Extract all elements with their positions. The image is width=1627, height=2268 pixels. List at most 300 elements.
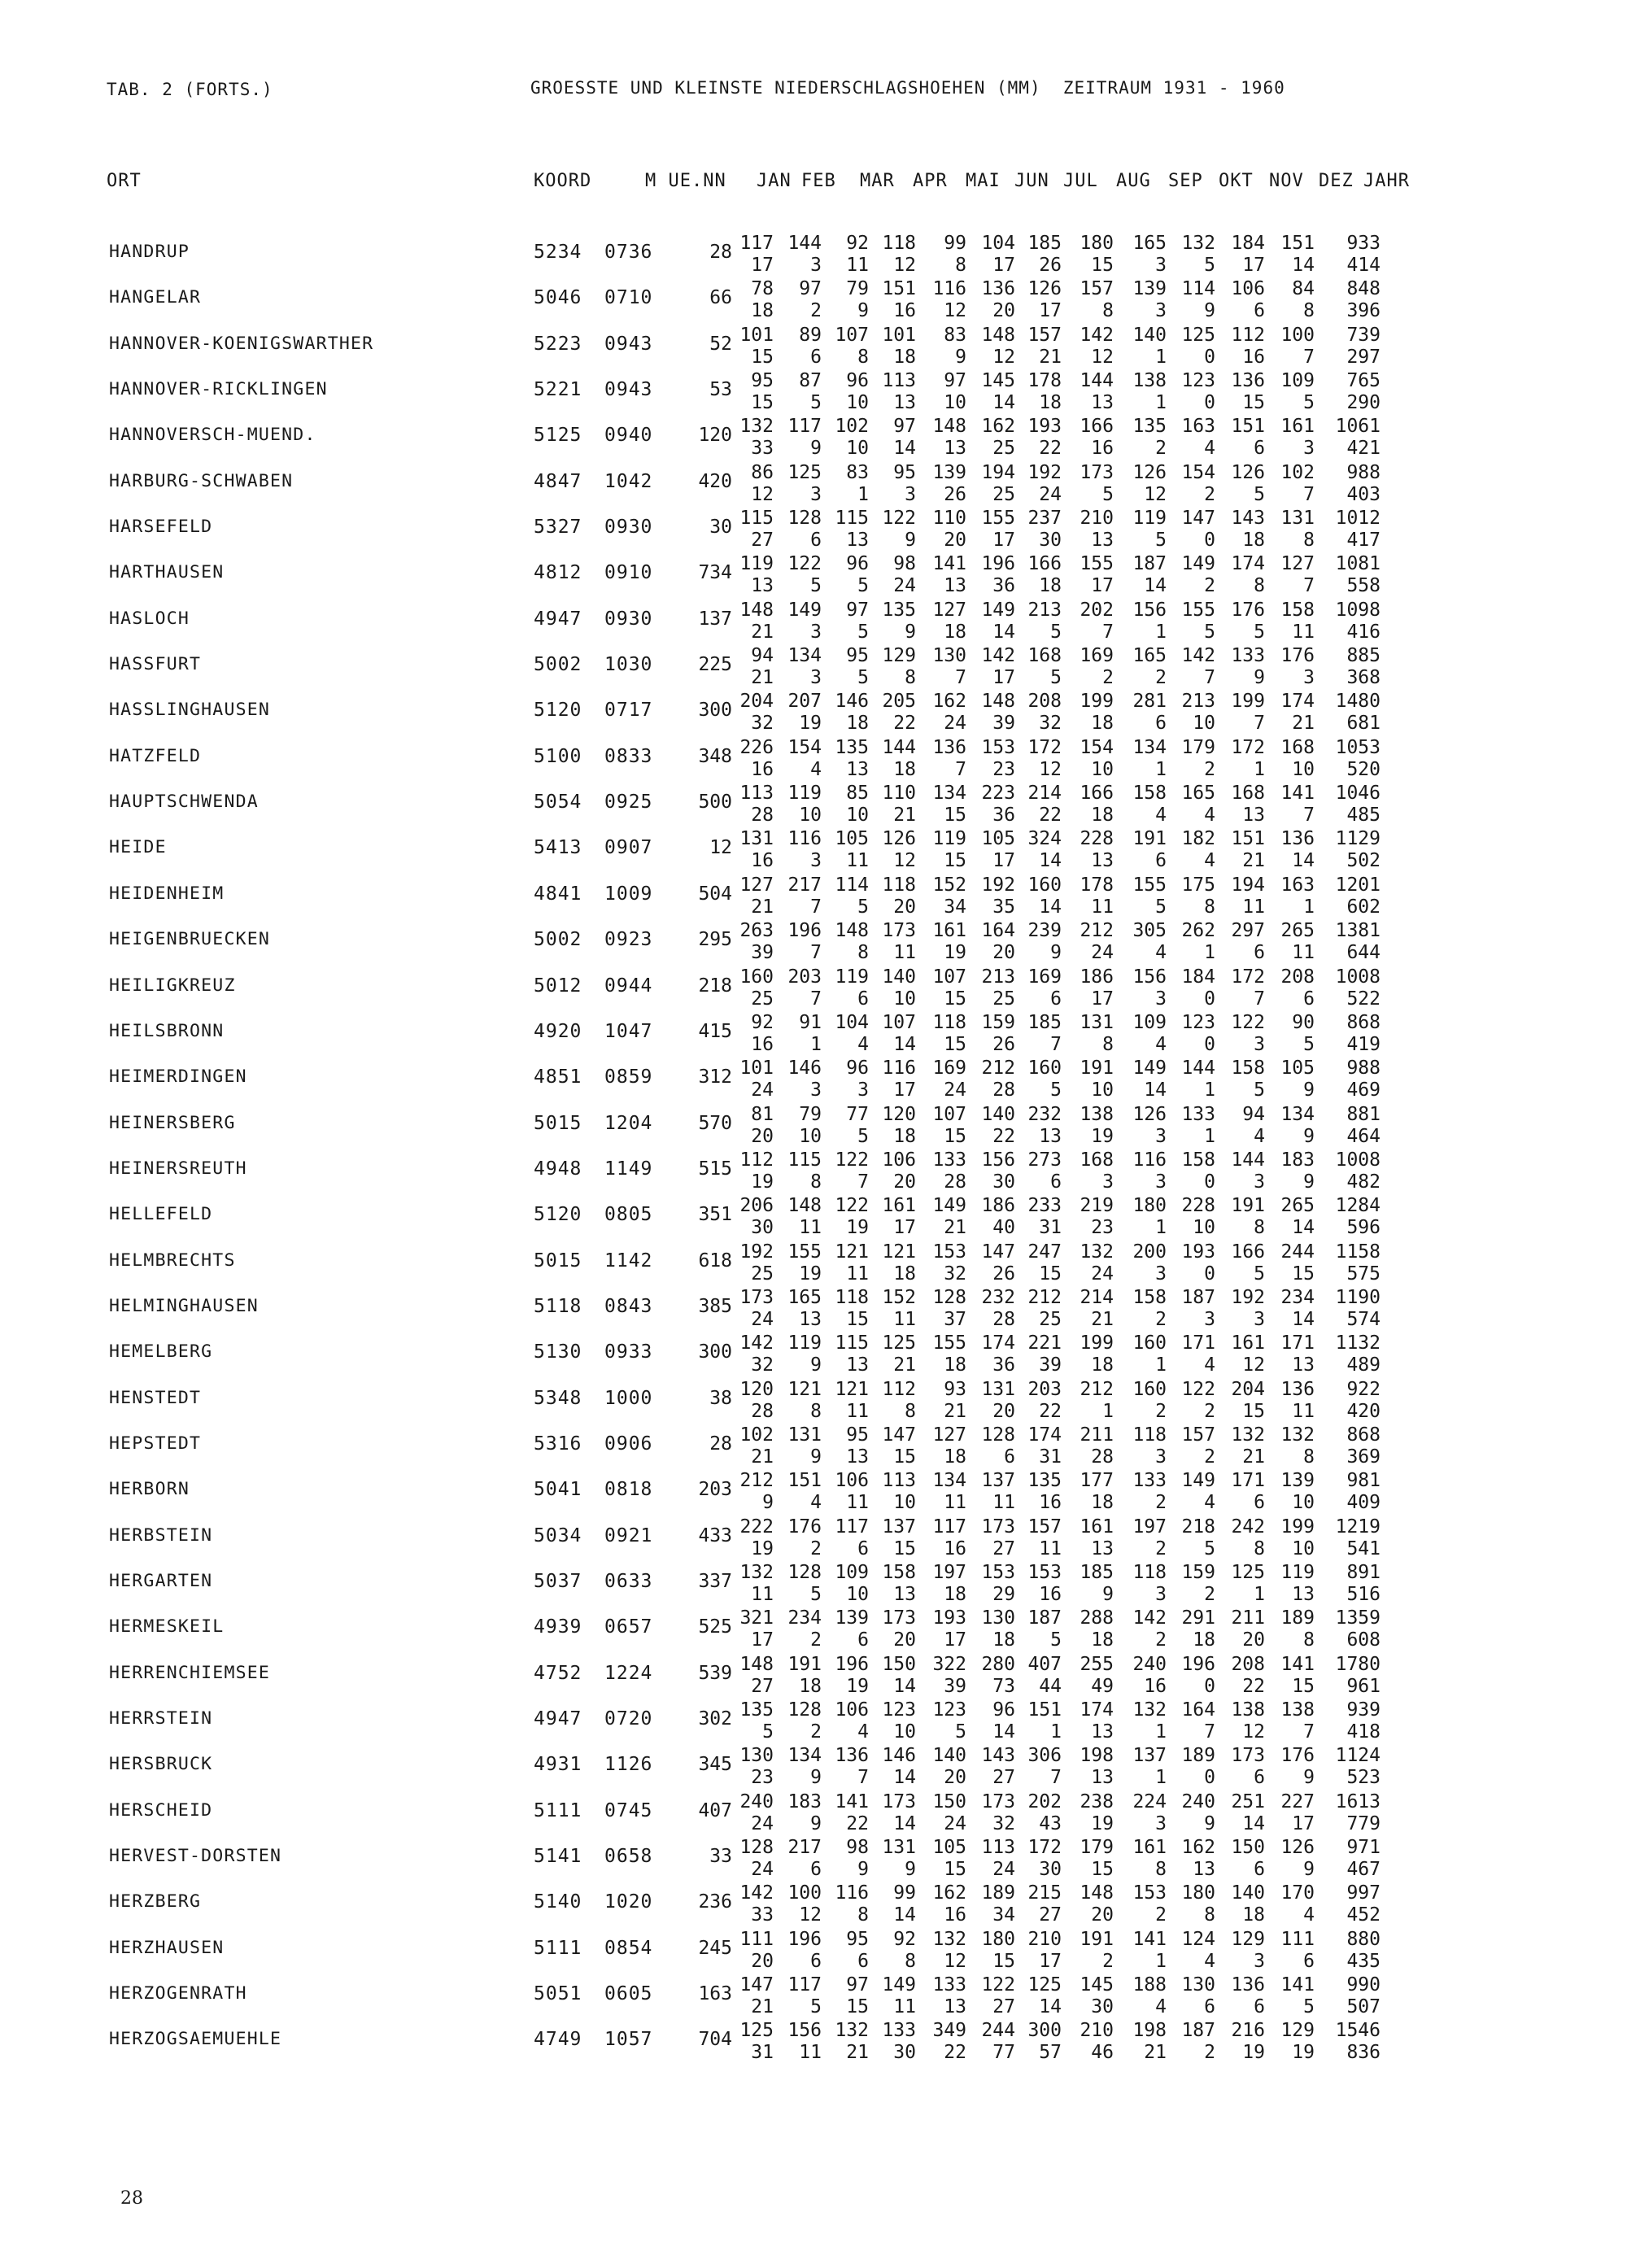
max-value-cell: 162 — [1181, 1837, 1215, 1859]
min-value-cell: 0 — [1204, 1263, 1215, 1284]
max-value-cell: 119 — [787, 783, 822, 805]
table-row — [0, 1791, 1627, 1837]
min-value-cell: 2 — [1155, 1537, 1167, 1559]
column-header-month: JUL — [1063, 171, 1098, 191]
max-value-cell: 90 — [1292, 1011, 1315, 1033]
min-value-cell: 22 — [1039, 1400, 1062, 1422]
max-value-cell: 118 — [882, 233, 916, 254]
min-value-cell: 21 — [846, 2042, 869, 2064]
min-value-cell: 18 — [1039, 392, 1062, 414]
column-header-month: MAR — [860, 171, 895, 191]
max-value-cell: 97 — [799, 278, 822, 300]
max-value-cell: 1780 — [1335, 1653, 1381, 1675]
table-row — [0, 1241, 1627, 1287]
max-value-cell: 122 — [835, 1195, 869, 1217]
max-values-line — [0, 1058, 1627, 1079]
max-value-cell: 112 — [739, 1149, 774, 1171]
station-longitude: 0933 — [604, 1341, 653, 1363]
max-value-cell: 126 — [882, 828, 916, 850]
min-value-cell: 2 — [1155, 1629, 1167, 1651]
max-value-cell: 100 — [787, 1882, 822, 1904]
table-row — [0, 1424, 1627, 1470]
min-value-cell: 3 — [1155, 1125, 1167, 1147]
max-value-cell: 208 — [1280, 966, 1315, 988]
max-value-cell: 297 — [1231, 920, 1265, 942]
max-value-cell: 141 — [1280, 1653, 1315, 1675]
min-values-line — [0, 1859, 1627, 1880]
max-values-line — [0, 1470, 1627, 1491]
max-value-cell: 158 — [1231, 1058, 1265, 1079]
min-value-cell: 39 — [1039, 1354, 1062, 1376]
max-value-cell: 173 — [882, 1790, 916, 1812]
max-value-cell: 1190 — [1335, 1286, 1381, 1308]
max-value-cell: 122 — [1231, 1011, 1265, 1033]
station-elevation: 348 — [698, 745, 732, 767]
min-values-line — [0, 1676, 1627, 1697]
max-values-line — [0, 1195, 1627, 1216]
min-value-cell: 10 — [1193, 713, 1215, 735]
min-value-cell: 15 — [1292, 1675, 1315, 1697]
max-value-cell: 121 — [835, 1241, 869, 1263]
station-latitude: 5140 — [534, 1891, 582, 1913]
station-name: HERBSTEIN — [109, 1524, 213, 1546]
station-name: HELMINGHAUSEN — [109, 1295, 259, 1316]
max-value-cell: 105 — [1280, 1058, 1315, 1079]
max-value-cell: 139 — [1132, 278, 1167, 300]
max-values-line — [0, 600, 1627, 621]
table-caption: TAB. 2 (FORTS.) — [107, 80, 273, 99]
max-value-cell: 171 — [1231, 1470, 1265, 1492]
max-value-cell: 95 — [751, 370, 774, 392]
max-value-cell: 187 — [1132, 553, 1167, 575]
max-value-cell: 92 — [751, 1011, 774, 1033]
max-value-cell: 179 — [1181, 736, 1215, 758]
max-value-cell: 113 — [882, 1470, 916, 1492]
min-value-cell: 13 — [799, 1308, 822, 1330]
max-value-cell: 121 — [787, 1378, 822, 1400]
max-value-cell: 105 — [932, 1837, 966, 1859]
min-values-line — [0, 1401, 1627, 1422]
max-value-cell: 172 — [1231, 736, 1265, 758]
max-value-cell: 101 — [739, 1058, 774, 1079]
min-value-cell: 13 — [1292, 1354, 1315, 1376]
min-value-cell: 21 — [1292, 713, 1315, 735]
min-value-cell: 1 — [1155, 621, 1167, 643]
station-latitude: 5002 — [534, 654, 582, 676]
max-value-cell: 881 — [1346, 1103, 1381, 1125]
max-value-cell: 130 — [932, 645, 966, 667]
table-row — [0, 1562, 1627, 1607]
max-value-cell: 93 — [944, 1378, 966, 1400]
max-value-cell: 126 — [1231, 461, 1265, 483]
min-value-cell: 30 — [1039, 1859, 1062, 1881]
station-elevation: 295 — [698, 929, 732, 951]
station-name: HENSTEDT — [109, 1387, 202, 1408]
max-value-cell: 112 — [1231, 324, 1265, 346]
min-value-cell: 8 — [1204, 1904, 1215, 1926]
min-value-cell: 9 — [1303, 1079, 1315, 1101]
max-value-cell: 129 — [1280, 2020, 1315, 2042]
table-row — [0, 920, 1627, 966]
min-value-cell: 30 — [1039, 530, 1062, 552]
min-value-cell: 7 — [810, 896, 822, 918]
station-name: HASSLINGHAUSEN — [109, 700, 271, 721]
min-value-cell: 46 — [1091, 2042, 1114, 2064]
max-value-cell: 240 — [739, 1790, 774, 1812]
min-value-cell: 14 — [992, 392, 1015, 414]
max-value-cell: 188 — [1132, 1974, 1167, 1996]
max-value-cell: 128 — [981, 1424, 1015, 1446]
max-value-cell: 155 — [787, 1241, 822, 1263]
max-value-cell: 122 — [1181, 1378, 1215, 1400]
max-value-cell: 158 — [1132, 1286, 1167, 1308]
max-value-cell: 149 — [932, 1195, 966, 1217]
max-value-cell: 95 — [846, 645, 869, 667]
station-name: HANNOVER-RICKLINGEN — [109, 379, 328, 400]
max-value-cell: 135 — [835, 736, 869, 758]
min-value-cell: 36 — [992, 575, 1015, 597]
min-value-cell: 28 — [751, 805, 774, 827]
max-value-cell: 166 — [1231, 1241, 1265, 1263]
min-value-cell: 541 — [1346, 1537, 1381, 1559]
min-values-line — [0, 667, 1627, 688]
min-value-cell: 11 — [846, 1400, 869, 1422]
min-value-cell: 15 — [944, 805, 966, 827]
min-value-cell: 5 — [810, 575, 822, 597]
max-value-cell: 146 — [787, 1058, 822, 1079]
station-latitude: 5141 — [534, 1846, 582, 1868]
max-value-cell: 169 — [1080, 645, 1114, 667]
min-value-cell: 40 — [992, 1217, 1015, 1239]
max-value-cell: 132 — [1231, 1424, 1265, 1446]
min-value-cell: 12 — [893, 255, 916, 276]
min-value-cell: 18 — [992, 1629, 1015, 1651]
min-value-cell: 1 — [1254, 758, 1265, 780]
max-value-cell: 160 — [1027, 1058, 1062, 1079]
max-value-cell: 204 — [1231, 1378, 1265, 1400]
min-value-cell: 15 — [1091, 1859, 1114, 1881]
table-row — [0, 691, 1627, 736]
max-value-cell: 200 — [1132, 1241, 1167, 1263]
min-value-cell: 5 — [857, 667, 869, 689]
max-value-cell: 109 — [1280, 370, 1315, 392]
max-value-cell: 116 — [787, 828, 822, 850]
max-value-cell: 147 — [739, 1974, 774, 1996]
station-latitude: 5413 — [534, 837, 582, 859]
min-value-cell: 19 — [799, 713, 822, 735]
max-value-cell: 147 — [1181, 508, 1215, 530]
station-name: HERMESKEIL — [109, 1616, 225, 1638]
max-value-cell: 933 — [1346, 233, 1381, 254]
max-value-cell: 111 — [739, 1928, 774, 1950]
max-value-cell: 191 — [1231, 1195, 1265, 1217]
station-latitude: 4947 — [534, 608, 582, 630]
max-value-cell: 133 — [932, 1974, 966, 1996]
min-value-cell: 464 — [1346, 1125, 1381, 1147]
max-value-cell: 113 — [882, 370, 916, 392]
column-header-month: FEB — [801, 171, 836, 191]
min-value-cell: 18 — [1039, 575, 1062, 597]
min-value-cell: 14 — [893, 1812, 916, 1834]
min-value-cell: 10 — [1292, 1537, 1315, 1559]
min-value-cell: 32 — [751, 1354, 774, 1376]
table-row — [0, 1287, 1627, 1332]
max-value-cell: 101 — [882, 324, 916, 346]
min-value-cell: 15 — [751, 392, 774, 414]
max-value-cell: 106 — [882, 1149, 916, 1171]
min-value-cell: 4 — [1303, 1904, 1315, 1926]
column-header-month: NOV — [1269, 171, 1304, 191]
min-value-cell: 12 — [751, 483, 774, 505]
min-values-line — [0, 1354, 1627, 1376]
station-elevation: 300 — [698, 700, 732, 722]
max-value-cell: 179 — [1080, 1837, 1114, 1859]
station-elevation: 337 — [698, 1570, 732, 1592]
station-longitude: 0717 — [604, 700, 653, 722]
max-value-cell: 153 — [1027, 1561, 1062, 1583]
min-values-line — [0, 1584, 1627, 1605]
min-value-cell: 30 — [751, 1217, 774, 1239]
station-longitude: 0907 — [604, 837, 653, 859]
max-value-cell: 180 — [1132, 1195, 1167, 1217]
max-value-cell: 148 — [981, 324, 1015, 346]
station-longitude: 0736 — [604, 242, 653, 263]
max-value-cell: 213 — [1027, 599, 1062, 621]
min-values-line — [0, 1904, 1627, 1926]
min-value-cell: 7 — [857, 1767, 869, 1789]
min-value-cell: 14 — [893, 438, 916, 460]
min-value-cell: 20 — [751, 1950, 774, 1972]
table-row — [0, 1974, 1627, 2020]
station-latitude: 5118 — [534, 1295, 582, 1317]
min-values-line — [0, 896, 1627, 918]
max-value-cell: 203 — [787, 966, 822, 988]
max-value-cell: 173 — [981, 1790, 1015, 1812]
min-value-cell: 11 — [893, 942, 916, 964]
max-values-line — [0, 1332, 1627, 1354]
station-table — [0, 233, 1627, 2066]
max-value-cell: 144 — [1080, 370, 1114, 392]
min-value-cell: 11 — [992, 1492, 1015, 1514]
max-value-cell: 151 — [1231, 416, 1265, 438]
min-value-cell: 17 — [893, 1217, 916, 1239]
max-value-cell: 119 — [787, 1332, 822, 1354]
table-row — [0, 370, 1627, 416]
column-header-koord: KOORD — [534, 171, 592, 191]
min-value-cell: 18 — [944, 621, 966, 643]
max-value-cell: 143 — [1231, 508, 1265, 530]
station-longitude: 1047 — [604, 1020, 653, 1042]
min-value-cell: 23 — [1091, 1217, 1114, 1239]
max-value-cell: 160 — [1132, 1332, 1167, 1354]
max-value-cell: 212 — [1080, 920, 1114, 942]
min-value-cell: 6 — [810, 1859, 822, 1881]
min-value-cell: 18 — [799, 1675, 822, 1697]
min-value-cell: 25 — [1039, 1308, 1062, 1330]
min-value-cell: 9 — [1303, 1859, 1315, 1881]
max-value-cell: 168 — [1280, 736, 1315, 758]
min-value-cell: 507 — [1346, 1996, 1381, 2018]
min-value-cell: 13 — [846, 530, 869, 552]
max-value-cell: 163 — [1181, 416, 1215, 438]
min-value-cell: 14 — [1292, 255, 1315, 276]
min-value-cell: 16 — [1039, 1492, 1062, 1514]
station-name: HEIDE — [109, 837, 167, 858]
max-value-cell: 349 — [932, 2020, 966, 2042]
min-value-cell: 17 — [992, 255, 1015, 276]
min-value-cell: 5 — [1303, 1996, 1315, 2018]
max-value-cell: 176 — [1231, 599, 1265, 621]
min-value-cell: 12 — [799, 1904, 822, 1926]
min-value-cell: 24 — [751, 1812, 774, 1834]
min-value-cell: 5 — [857, 896, 869, 918]
max-value-cell: 196 — [1181, 1653, 1215, 1675]
min-value-cell: 1 — [1155, 346, 1167, 368]
min-value-cell: 17 — [944, 1629, 966, 1651]
min-value-cell: 15 — [944, 1859, 966, 1881]
min-value-cell: 5 — [1050, 1629, 1062, 1651]
min-value-cell: 6 — [857, 1950, 869, 1972]
max-value-cell: 180 — [1181, 1882, 1215, 1904]
table-row — [0, 600, 1627, 645]
max-values-line — [0, 2020, 1627, 2041]
max-value-cell: 141 — [835, 1790, 869, 1812]
min-value-cell: 7 — [1254, 713, 1265, 735]
min-value-cell: 1 — [1204, 1079, 1215, 1101]
max-value-cell: 1081 — [1335, 553, 1381, 575]
min-value-cell: 11 — [1242, 896, 1265, 918]
max-value-cell: 96 — [846, 370, 869, 392]
max-value-cell: 124 — [1181, 1928, 1215, 1950]
min-value-cell: 1 — [1204, 1125, 1215, 1147]
min-value-cell: 961 — [1346, 1675, 1381, 1697]
min-value-cell: 2 — [1155, 1492, 1167, 1514]
min-value-cell: 8 — [1254, 575, 1265, 597]
min-value-cell: 24 — [992, 1859, 1015, 1881]
min-value-cell: 467 — [1346, 1859, 1381, 1881]
station-latitude: 4812 — [534, 562, 582, 584]
min-value-cell: 21 — [751, 1996, 774, 2018]
min-value-cell: 6 — [1204, 1996, 1215, 2018]
min-value-cell: 24 — [1039, 483, 1062, 505]
min-value-cell: 8 — [1303, 530, 1315, 552]
min-value-cell: 3 — [1254, 1950, 1265, 1972]
max-value-cell: 163 — [1280, 874, 1315, 896]
min-value-cell: 8 — [905, 1950, 916, 1972]
max-value-cell: 212 — [1027, 1286, 1062, 1308]
station-latitude: 4931 — [534, 1754, 582, 1776]
min-value-cell: 396 — [1346, 300, 1381, 322]
min-value-cell: 4 — [1204, 1950, 1215, 1972]
max-values-line — [0, 462, 1627, 483]
min-value-cell: 57 — [1039, 2042, 1062, 2064]
station-latitude: 4847 — [534, 470, 582, 492]
max-value-cell: 198 — [1080, 1745, 1114, 1767]
min-value-cell: 435 — [1346, 1950, 1381, 1972]
min-value-cell: 22 — [992, 1125, 1015, 1147]
min-value-cell: 4 — [1155, 1033, 1167, 1055]
max-value-cell: 147 — [981, 1241, 1015, 1263]
min-value-cell: 11 — [846, 255, 869, 276]
min-value-cell: 25 — [992, 988, 1015, 1010]
min-value-cell: 13 — [846, 1446, 869, 1468]
min-value-cell: 15 — [992, 1950, 1015, 1972]
max-value-cell: 126 — [1132, 1103, 1167, 1125]
column-header-month: AUG — [1116, 171, 1151, 191]
min-value-cell: 3 — [810, 255, 822, 276]
station-latitude: 5054 — [534, 792, 582, 813]
min-value-cell: 39 — [992, 713, 1015, 735]
max-value-cell: 197 — [1132, 1516, 1167, 1537]
min-value-cell: 3 — [1303, 667, 1315, 689]
min-value-cell: 18 — [1091, 713, 1114, 735]
max-value-cell: 990 — [1346, 1974, 1381, 1996]
min-value-cell: 0 — [1204, 1171, 1215, 1193]
min-value-cell: 22 — [846, 1812, 869, 1834]
max-values-line — [0, 1241, 1627, 1263]
min-value-cell: 13 — [893, 392, 916, 414]
min-value-cell: 4 — [1155, 1996, 1167, 2018]
max-value-cell: 233 — [1027, 1195, 1062, 1217]
min-value-cell: 20 — [893, 896, 916, 918]
min-value-cell: 36 — [992, 805, 1015, 827]
max-value-cell: 322 — [932, 1653, 966, 1675]
max-value-cell: 144 — [882, 736, 916, 758]
min-value-cell: 24 — [751, 1308, 774, 1330]
min-value-cell: 8 — [857, 346, 869, 368]
station-longitude: 1057 — [604, 2029, 653, 2051]
max-value-cell: 81 — [751, 1103, 774, 1125]
min-value-cell: 9 — [1303, 1767, 1315, 1789]
station-longitude: 1042 — [604, 470, 653, 492]
max-value-cell: 185 — [1027, 1011, 1062, 1033]
min-value-cell: 13 — [846, 758, 869, 780]
max-value-cell: 281 — [1132, 691, 1167, 713]
min-value-cell: 5 — [1204, 1537, 1215, 1559]
min-value-cell: 421 — [1346, 438, 1381, 460]
table-row — [0, 1195, 1627, 1241]
max-values-line — [0, 278, 1627, 299]
max-values-line — [0, 508, 1627, 529]
max-value-cell: 130 — [981, 1607, 1015, 1629]
max-value-cell: 133 — [1181, 1103, 1215, 1125]
min-value-cell: 16 — [1039, 1583, 1062, 1605]
max-value-cell: 106 — [835, 1699, 869, 1721]
max-value-cell: 136 — [932, 736, 966, 758]
max-value-cell: 211 — [1231, 1607, 1265, 1629]
table-row — [0, 508, 1627, 553]
max-value-cell: 109 — [835, 1561, 869, 1583]
max-value-cell: 128 — [787, 508, 822, 530]
station-latitude: 4749 — [534, 2029, 582, 2051]
max-value-cell: 174 — [1280, 691, 1315, 713]
min-value-cell: 19 — [751, 1537, 774, 1559]
min-value-cell: 1 — [857, 483, 869, 505]
max-value-cell: 119 — [835, 966, 869, 988]
max-value-cell: 176 — [1280, 1745, 1315, 1767]
station-elevation: 539 — [698, 1662, 732, 1684]
min-value-cell: 20 — [944, 1767, 966, 1789]
max-value-cell: 141 — [932, 553, 966, 575]
min-value-cell: 73 — [992, 1675, 1015, 1697]
min-value-cell: 10 — [799, 1125, 822, 1147]
min-value-cell: 5 — [1204, 621, 1215, 643]
station-name: HERSCHEID — [109, 1799, 213, 1821]
max-value-cell: 129 — [1231, 1928, 1265, 1950]
max-value-cell: 142 — [1080, 324, 1114, 346]
max-value-cell: 216 — [1231, 2020, 1265, 2042]
min-value-cell: 15 — [944, 1033, 966, 1055]
